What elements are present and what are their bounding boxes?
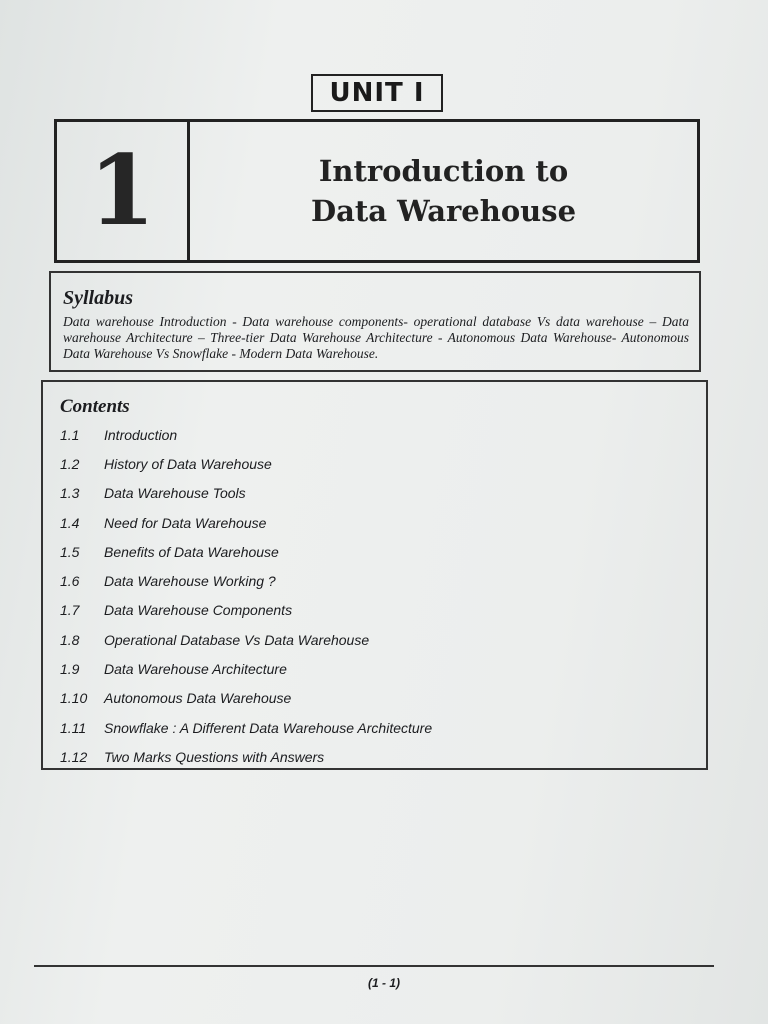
contents-item-number: 1.9 [60, 661, 80, 678]
contents-item-number: 1.2 [60, 455, 80, 472]
contents-item-label: Benefits of Data Warehouse [104, 543, 279, 560]
contents-section [41, 380, 708, 770]
contents-item-number: 1.5 [60, 543, 80, 560]
chapter-header [54, 119, 700, 263]
contents-item-label: Data Warehouse Working ? [104, 573, 276, 590]
syllabus-section [49, 271, 701, 372]
contents-item-label: Need for Data Warehouse [104, 514, 267, 531]
contents-item-label: Operational Database Vs Data Warehouse [104, 631, 370, 648]
syllabus-text: Data warehouse Introduction - Data warehouse components- operational database Vs data warehouse – Data warehouse Architecture – Three-tier Data Warehouse Architecture - Autonomous Data Warehouse- Autonomous Data Warehouse Vs Snowflake - Modern Data Warehouse. [63, 314, 689, 361]
contents-item[interactable] [60, 420, 696, 449]
contents-item-number: 1.10 [60, 690, 88, 707]
contents-item-label: Two Marks Questions with Answers [104, 748, 325, 765]
page-number: (1 - 1) [367, 976, 400, 990]
contents-item[interactable] [60, 742, 696, 771]
syllabus-heading: Syllabus [63, 287, 134, 309]
contents-heading: Contents [60, 396, 130, 417]
contents-item[interactable] [60, 449, 696, 478]
chapter-number-cell [57, 122, 190, 260]
contents-item[interactable] [60, 479, 696, 508]
contents-item-label: Introduction [104, 426, 178, 443]
contents-list [60, 420, 696, 772]
contents-item-label: Autonomous Data Warehouse [104, 690, 292, 707]
contents-item[interactable] [60, 596, 696, 625]
contents-item[interactable] [60, 713, 696, 742]
contents-item-label: Snowflake : A Different Data Warehouse Architecture [104, 719, 433, 736]
contents-item-number: 1.12 [60, 748, 88, 765]
contents-item-number: 1.4 [60, 514, 80, 531]
chapter-title-cell [190, 122, 697, 260]
contents-item-label: Data Warehouse Tools [104, 485, 246, 502]
contents-item[interactable] [60, 654, 696, 683]
unit-label: UNIT I [329, 78, 425, 108]
contents-item[interactable] [60, 625, 696, 654]
contents-item-number: 1.8 [60, 631, 80, 648]
contents-item-label: Data Warehouse Architecture [104, 661, 287, 678]
contents-item-label: Data Warehouse Components [104, 602, 293, 619]
contents-item-number: 1.11 [60, 719, 87, 736]
contents-item[interactable] [60, 508, 696, 537]
footer-divider [34, 965, 714, 967]
contents-item[interactable] [60, 566, 696, 595]
unit-label-box [311, 74, 443, 112]
contents-item-number: 1.1 [60, 426, 80, 443]
chapter-number: 1 [88, 134, 156, 247]
contents-item[interactable] [60, 684, 696, 713]
contents-item-label: History of Data Warehouse [104, 455, 272, 472]
contents-item[interactable] [60, 537, 696, 566]
chapter-title: Introduction to Data Warehouse [310, 154, 577, 228]
contents-item-number: 1.3 [60, 485, 80, 502]
contents-item-number: 1.6 [60, 573, 80, 590]
contents-item-number: 1.7 [60, 602, 80, 619]
